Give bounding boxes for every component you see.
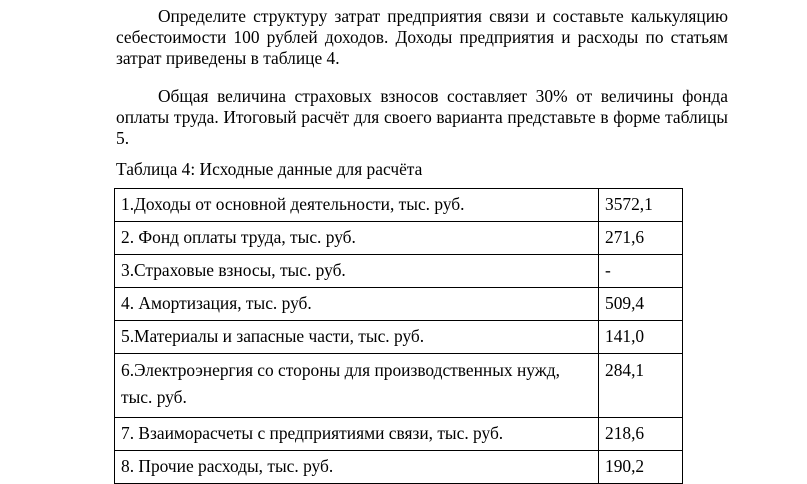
table-row xyxy=(115,189,683,222)
row-value: 190,2 xyxy=(599,451,683,484)
row-label: 2. Фонд оплаты труда, тыс. руб. xyxy=(115,222,599,255)
row-value: 141,0 xyxy=(599,321,683,354)
row-value: 284,1 xyxy=(599,354,683,418)
row-label: 1.Доходы от основной деятельности, тыс. руб. xyxy=(115,189,599,222)
table-row xyxy=(115,288,683,321)
table-row xyxy=(115,222,683,255)
table-row xyxy=(115,418,683,451)
table-row xyxy=(115,451,683,484)
task-paragraph-1: Определите структуру затрат предприятия связи и составьте калькуляцию себестоимости 100 рублей доходов. Доходы предприятия и расходы по статьям затрат приведены в таблице 4. xyxy=(116,6,728,68)
row-value: - xyxy=(599,255,683,288)
row-value: 3572,1 xyxy=(599,189,683,222)
row-label: 5.Материалы и запасные части, тыс. руб. xyxy=(115,321,599,354)
row-label: 7. Взаиморасчеты с предприятиями связи, тыс. руб. xyxy=(115,418,599,451)
source-data-table xyxy=(114,188,683,484)
row-label: 3.Страховые взносы, тыс. руб. xyxy=(115,255,599,288)
row-value: 271,6 xyxy=(599,222,683,255)
row-label: 8. Прочие расходы, тыс. руб. xyxy=(115,451,599,484)
row-value: 218,6 xyxy=(599,418,683,451)
table-caption: Таблица 4: Исходные данные для расчёта xyxy=(116,159,423,179)
row-label: 6.Электроэнергия со стороны для производственных нужд, тыс. руб. xyxy=(115,354,599,418)
row-value: 509,4 xyxy=(599,288,683,321)
table-row xyxy=(115,321,683,354)
row-label: 4. Амортизация, тыс. руб. xyxy=(115,288,599,321)
table-row xyxy=(115,354,683,418)
table-row xyxy=(115,255,683,288)
task-paragraph-2: Общая величина страховых взносов составляет 30% от величины фонда оплаты труда. Итоговый расчёт для своего варианта представьте в форме таблицы 5. xyxy=(116,86,728,148)
